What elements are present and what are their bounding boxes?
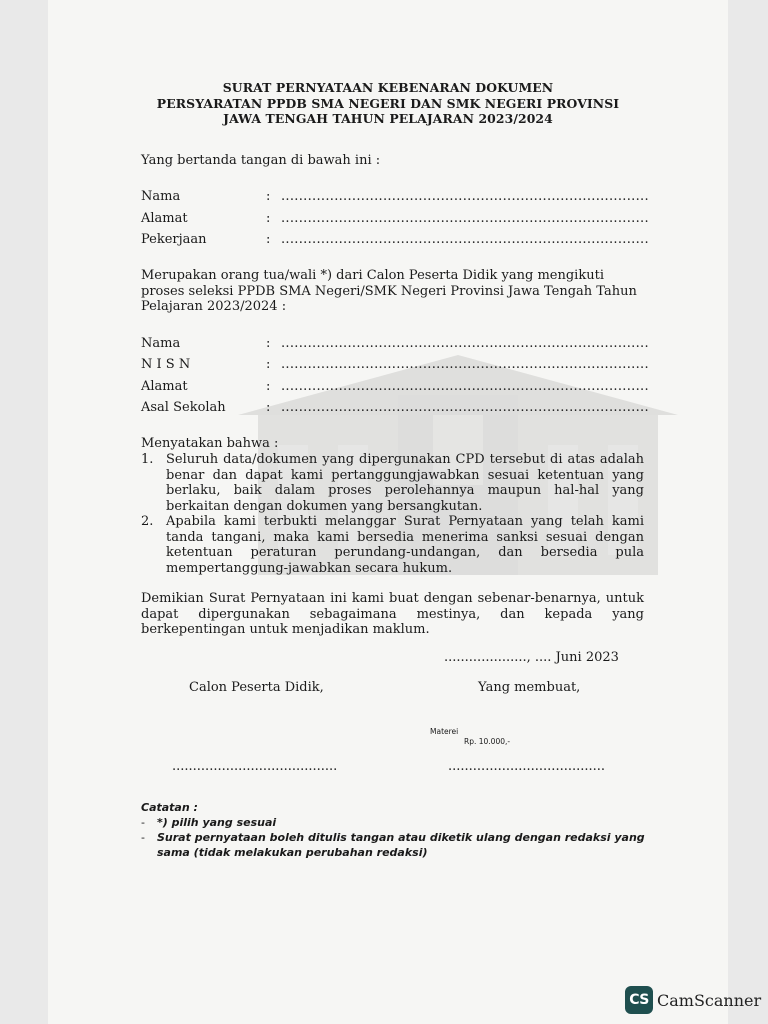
field-blank: ................................................................................... — [281, 211, 649, 226]
student-school-row — [141, 400, 651, 416]
field-colon: : — [266, 336, 271, 351]
title-line-1: SURAT PERNYATAAN KEBENARAN DOKUMEN — [222, 80, 554, 95]
student-nisn-row — [141, 357, 651, 373]
camscanner-name: CamScanner — [657, 990, 762, 1010]
intro-text: Yang bertanda tangan di bawah ini : — [141, 153, 381, 168]
signature-left-blank: ........................................ — [172, 759, 338, 774]
field-blank: ................................................................................... — [281, 357, 649, 372]
field-colon: : — [266, 357, 271, 372]
note-item — [141, 815, 657, 830]
statement-line-2: proses seleksi PPDB SMA Negeri/SMK Negeri Provinsi Jawa Tengah Tahun — [141, 283, 637, 299]
note-dash: - — [141, 816, 145, 829]
field-blank: ................................................................................... — [281, 232, 649, 247]
parent-name-row — [141, 189, 651, 205]
declares-heading: Menyatakan bahwa : — [141, 436, 279, 451]
field-colon: : — [266, 400, 271, 415]
note-text: *) pilih yang sesuai — [157, 816, 277, 829]
point-text: Seluruh data/dokumen yang dipergunakan CPD tersebut di atas adalah benar dan dapat kami pertanggungjawabkan sesuai ketentuan yang berlaku, baik dalam proses perolehannya maupun hal-hal yang berkaitan dengan dokumen yang bersangkutan. — [166, 452, 644, 514]
field-label: N I S N — [141, 357, 191, 372]
notes-section — [141, 800, 657, 860]
field-label: Nama — [141, 336, 181, 351]
field-blank: ................................................................................... — [281, 400, 649, 415]
student-address-row — [141, 379, 651, 395]
field-label: Nama — [141, 189, 181, 204]
document-title — [138, 80, 638, 127]
signature-right-label: Yang membuat, — [478, 680, 581, 695]
statement-line-3: Pelajaran 2023/2024 : — [141, 299, 287, 314]
student-name-row — [141, 336, 651, 352]
parent-address-row — [141, 211, 651, 227]
stamp-label: Materei — [430, 727, 459, 736]
camscanner-watermark — [625, 985, 761, 1015]
field-colon: : — [266, 232, 271, 247]
field-colon: : — [266, 379, 271, 394]
closing-paragraph: Demikian Surat Pernyataan ini kami buat dengan sebenar-benarnya, untuk dapat dipergunakan sebagaimana mestinya, dan kepada yang berkepentingan untuk menjadikan maklum. — [141, 591, 644, 637]
title-line-2: PERSYARATAN PPDB SMA NEGERI DAN SMK NEGERI PROVINSI — [156, 95, 620, 111]
field-label: Alamat — [141, 379, 188, 394]
date-line: ...................., .... Juni 2023 — [444, 650, 619, 665]
signature-left-label: Calon Peserta Didik, — [189, 680, 324, 695]
field-label: Pekerjaan — [141, 232, 207, 247]
camscanner-logo-icon: CS — [625, 986, 653, 1014]
signature-right-blank: ...................................... — [448, 759, 606, 774]
field-label: Asal Sekolah — [141, 400, 226, 415]
point-text: Apabila kami terbukti melanggar Surat Pernyataan yang telah kami tanda tangani, maka kami bersedia menerima sanksi sesuai dengan ketentuan peraturan perundang-undangan, dan bersedia pula mempertanggung-jawabkan secara hukum. — [166, 514, 644, 576]
note-dash: - — [141, 831, 145, 844]
declaration-point-2 — [141, 514, 644, 576]
stamp-amount: Rp. 10.000,- — [464, 737, 511, 746]
declaration-point-1 — [141, 452, 644, 514]
field-blank: ................................................................................... — [281, 379, 649, 394]
field-blank: ................................................................................... — [281, 189, 649, 204]
title-line-3: JAWA TENGAH TAHUN PELAJARAN 2023/2024 — [223, 111, 553, 126]
point-number: 2. — [141, 514, 154, 529]
field-colon: : — [266, 211, 271, 226]
notes-heading: Catatan : — [141, 801, 198, 814]
statement-line-1: Merupakan orang tua/wali *) dari Calon Peserta Didik yang mengikuti — [141, 268, 604, 283]
document-page — [48, 0, 728, 1024]
field-label: Alamat — [141, 211, 188, 226]
field-blank: ................................................................................... — [281, 336, 649, 351]
parent-occupation-row — [141, 232, 651, 248]
note-text: Surat pernyataan boleh ditulis tangan atau diketik ulang dengan redaksi yang sama (tidak melakukan perubahan redaksi) — [157, 831, 645, 859]
point-number: 1. — [141, 452, 154, 467]
note-item — [141, 830, 657, 860]
statement-paragraph — [141, 268, 645, 315]
field-colon: : — [266, 189, 271, 204]
